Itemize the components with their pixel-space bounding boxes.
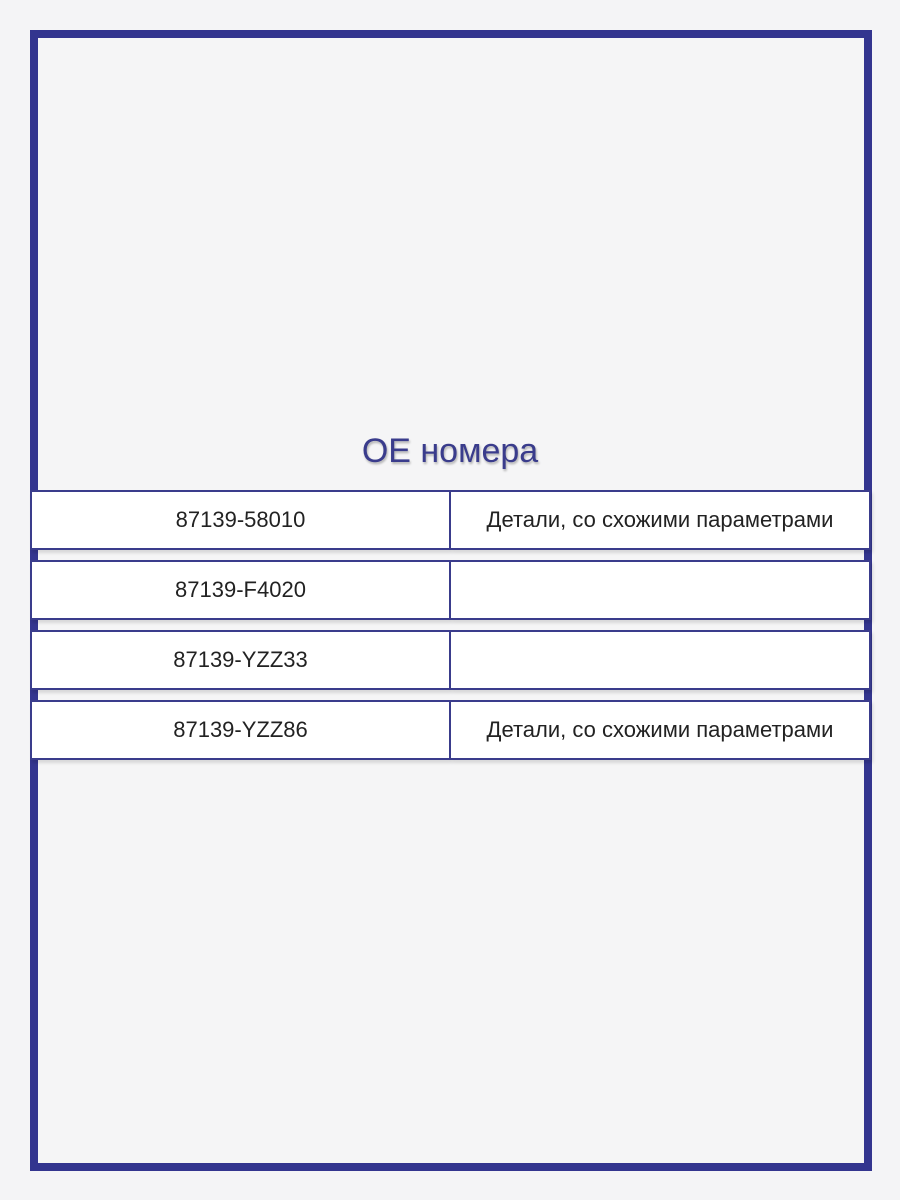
oe-number-cell: 87139-YZZ33 [30,630,450,690]
note-cell [450,630,871,690]
note-cell: Детали, со схожими параметрами [450,490,871,550]
note-cell: Детали, со схожими параметрами [450,700,871,760]
page-title: OE номера [361,432,539,470]
table-row [30,560,871,620]
oe-number-cell: 87139-F4020 [30,560,450,620]
oe-number-cell: 87139-58010 [30,490,450,550]
table-row [30,630,871,690]
note-cell [450,560,871,620]
table-row [30,490,871,550]
table-row [30,700,871,760]
oe-numbers-table [30,490,871,770]
oe-number-cell: 87139-YZZ86 [30,700,450,760]
